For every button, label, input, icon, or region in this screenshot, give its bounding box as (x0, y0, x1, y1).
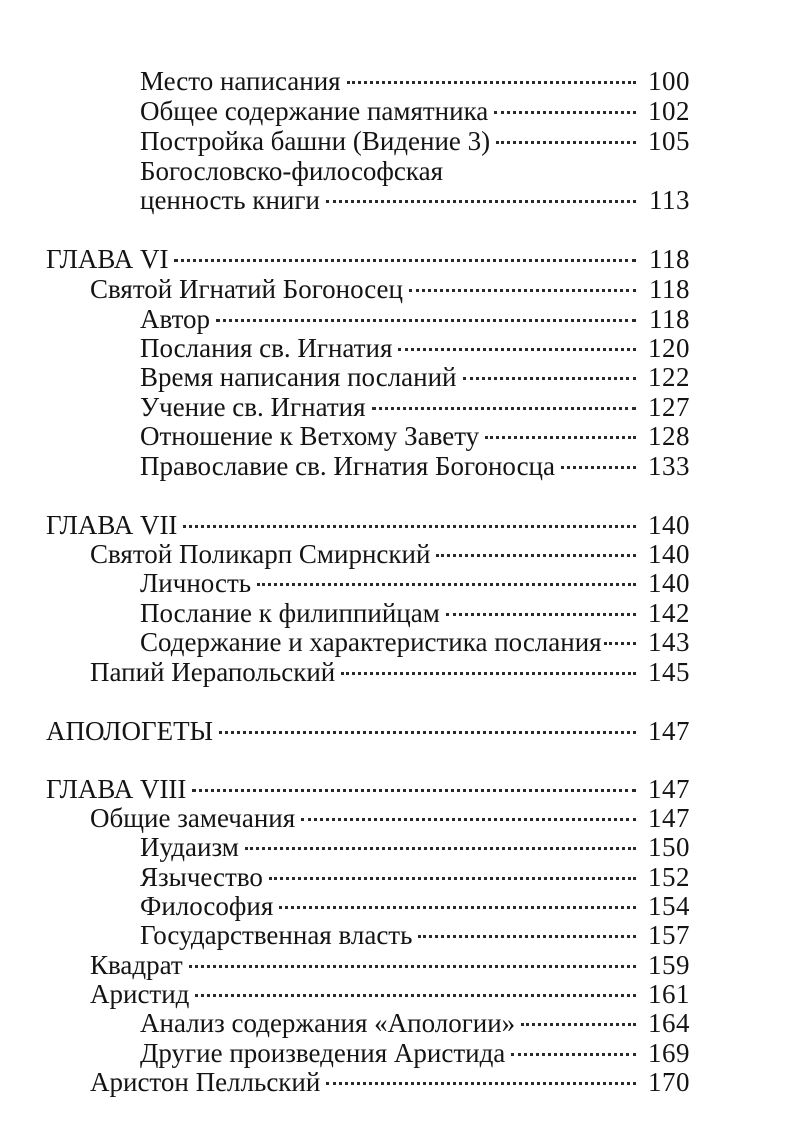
toc-entry-title: Содержание и характеристика послания (140, 627, 602, 657)
toc-section (0, 657, 690, 687)
toc-section (0, 274, 690, 304)
toc-entry (0, 920, 690, 950)
toc-entry-title: АПОЛОГЕТЫ (46, 716, 214, 746)
toc-entry (0, 862, 690, 892)
dot-leader (326, 1082, 636, 1085)
toc-entry-title: Православие св. Игнатия Богоносца (140, 451, 555, 481)
toc-entry-title: Отношение к Ветхому Завету (140, 421, 480, 451)
toc-entry-title: Святой Поликарп Смирнский (90, 539, 431, 569)
toc-chapter (0, 774, 690, 804)
toc-entry-page: 152 (648, 862, 690, 892)
toc-entry-page: 120 (648, 333, 690, 363)
toc-entry-page: 169 (648, 1038, 690, 1068)
dot-leader (511, 1053, 636, 1056)
dot-leader (269, 877, 636, 880)
toc-entry-page: 150 (648, 832, 690, 862)
toc-section (0, 950, 690, 980)
toc-entry (0, 304, 690, 334)
dot-leader (174, 259, 636, 262)
toc-entry-page: 142 (648, 598, 690, 628)
toc-entry-page: 140 (648, 568, 690, 598)
dot-leader (192, 789, 636, 792)
toc-chapter (0, 510, 690, 540)
toc-entry-title: ГЛАВА VIII (46, 774, 187, 804)
toc-entry-title: ГЛАВА VII (46, 510, 178, 540)
toc-entry-title: Папий Иерапольский (90, 657, 336, 687)
toc-entry-page: 147 (648, 774, 690, 804)
dot-leader (326, 200, 636, 203)
toc-entry-title: Учение св. Игнатия (140, 392, 366, 422)
dot-leader (347, 81, 636, 84)
toc-entry-page: 140 (648, 539, 690, 569)
toc-entry-title-line1: Богословско-философская (140, 156, 444, 186)
dot-leader (195, 994, 636, 997)
toc-entry-title: Личность (140, 568, 252, 598)
toc-entry (0, 627, 690, 657)
dot-leader (446, 613, 636, 616)
toc-entry-title: Место написания (140, 66, 341, 96)
toc-entry-page: 128 (648, 421, 690, 451)
toc-entry-page: 127 (648, 392, 690, 422)
dot-leader (604, 642, 636, 645)
dot-leader (436, 554, 636, 557)
toc-entry-page: 118 (649, 274, 690, 304)
toc-entry-page: 164 (648, 1008, 690, 1038)
toc-entry-page: 170 (648, 1067, 690, 1097)
dot-leader (216, 319, 636, 322)
toc-entry-title: Анализ содержания «Апологии» (140, 1008, 516, 1038)
toc-entry-page: 102 (648, 96, 690, 126)
toc-entry-title: Постройка башни (Видение 3) (140, 126, 491, 156)
toc-entry-page: 140 (648, 510, 690, 540)
toc-entry-page: 100 (648, 66, 690, 96)
dot-leader (245, 847, 636, 850)
dot-leader (409, 289, 636, 292)
dot-leader (521, 1023, 636, 1026)
toc-entry-page: 159 (648, 950, 690, 980)
toc-entry-page: 157 (648, 920, 690, 950)
dot-leader (485, 436, 636, 439)
toc-entry-title: Язычество (140, 862, 263, 892)
toc-entry (0, 451, 690, 481)
dot-leader (496, 141, 636, 144)
toc-entry-title: Послание к филиппийцам (140, 598, 440, 628)
toc-entry-title: Иудаизм (140, 832, 239, 862)
toc-entry (0, 891, 690, 921)
toc-section (0, 539, 690, 569)
toc-entry-title: Аристон Пелльский (90, 1067, 321, 1097)
dot-leader (257, 583, 636, 586)
toc-entry-title: Другие произведения Аристида (140, 1038, 506, 1068)
toc-entry (0, 362, 690, 392)
dot-leader (189, 965, 636, 968)
toc-entry-page: 145 (648, 657, 690, 687)
toc-entry-page: 143 (648, 627, 690, 657)
dot-leader (372, 407, 636, 410)
toc-entry (0, 392, 690, 422)
dot-leader (398, 348, 636, 351)
toc-entry-page: 133 (648, 451, 690, 481)
dot-leader (219, 731, 636, 734)
toc-entry-title: Философия (140, 891, 274, 921)
toc-entry (0, 1038, 690, 1068)
toc-section (0, 1067, 690, 1097)
toc-entry-title: Аристид (90, 979, 190, 1009)
toc-entry-title: Автор (140, 304, 211, 334)
dot-leader (301, 818, 636, 821)
dot-leader (341, 672, 636, 675)
toc-entry (0, 832, 690, 862)
toc-entry (0, 185, 690, 215)
toc-entry-title: Общее содержание памятника (140, 96, 489, 126)
dot-leader (561, 466, 636, 469)
toc-entry (0, 568, 690, 598)
toc-entry-page: 113 (649, 185, 690, 215)
toc-entry-title: ГЛАВА VI (46, 244, 169, 274)
toc-entry-title: ценность книги (140, 185, 320, 215)
toc-entry-title: Общие замечания (90, 803, 296, 833)
toc-entry-page: 118 (649, 244, 690, 274)
toc-entry (0, 421, 690, 451)
toc-entry-title: Время написания посланий (140, 362, 457, 392)
toc-entry-title: Государственная власть (140, 920, 413, 950)
dot-leader (279, 906, 636, 909)
toc-entry (0, 1008, 690, 1038)
toc-entry-page: 154 (648, 891, 690, 921)
dot-leader (418, 935, 636, 938)
toc-entry (0, 598, 690, 628)
toc-chapter (0, 716, 690, 746)
toc-entry (0, 96, 690, 126)
toc-entry (0, 66, 690, 96)
toc-entry (0, 126, 690, 156)
toc-entry (0, 333, 690, 363)
toc-entry-page: 122 (648, 362, 690, 392)
toc-entry-page: 105 (648, 126, 690, 156)
dot-leader (494, 111, 636, 114)
toc-chapter (0, 244, 690, 274)
toc-entry-title: Святой Игнатий Богоносец (90, 274, 403, 304)
toc-entry-title: Квадрат (90, 950, 183, 980)
toc-entry-page: 147 (648, 803, 690, 833)
toc-entry-title: Послания св. Игнатия (140, 333, 393, 363)
toc-entry-page: 161 (648, 979, 690, 1009)
toc-entry-page: 118 (649, 304, 690, 334)
dot-leader (183, 525, 636, 528)
toc-entry-page: 147 (648, 716, 690, 746)
toc-section (0, 979, 690, 1009)
dot-leader (463, 377, 637, 380)
toc-section (0, 803, 690, 833)
